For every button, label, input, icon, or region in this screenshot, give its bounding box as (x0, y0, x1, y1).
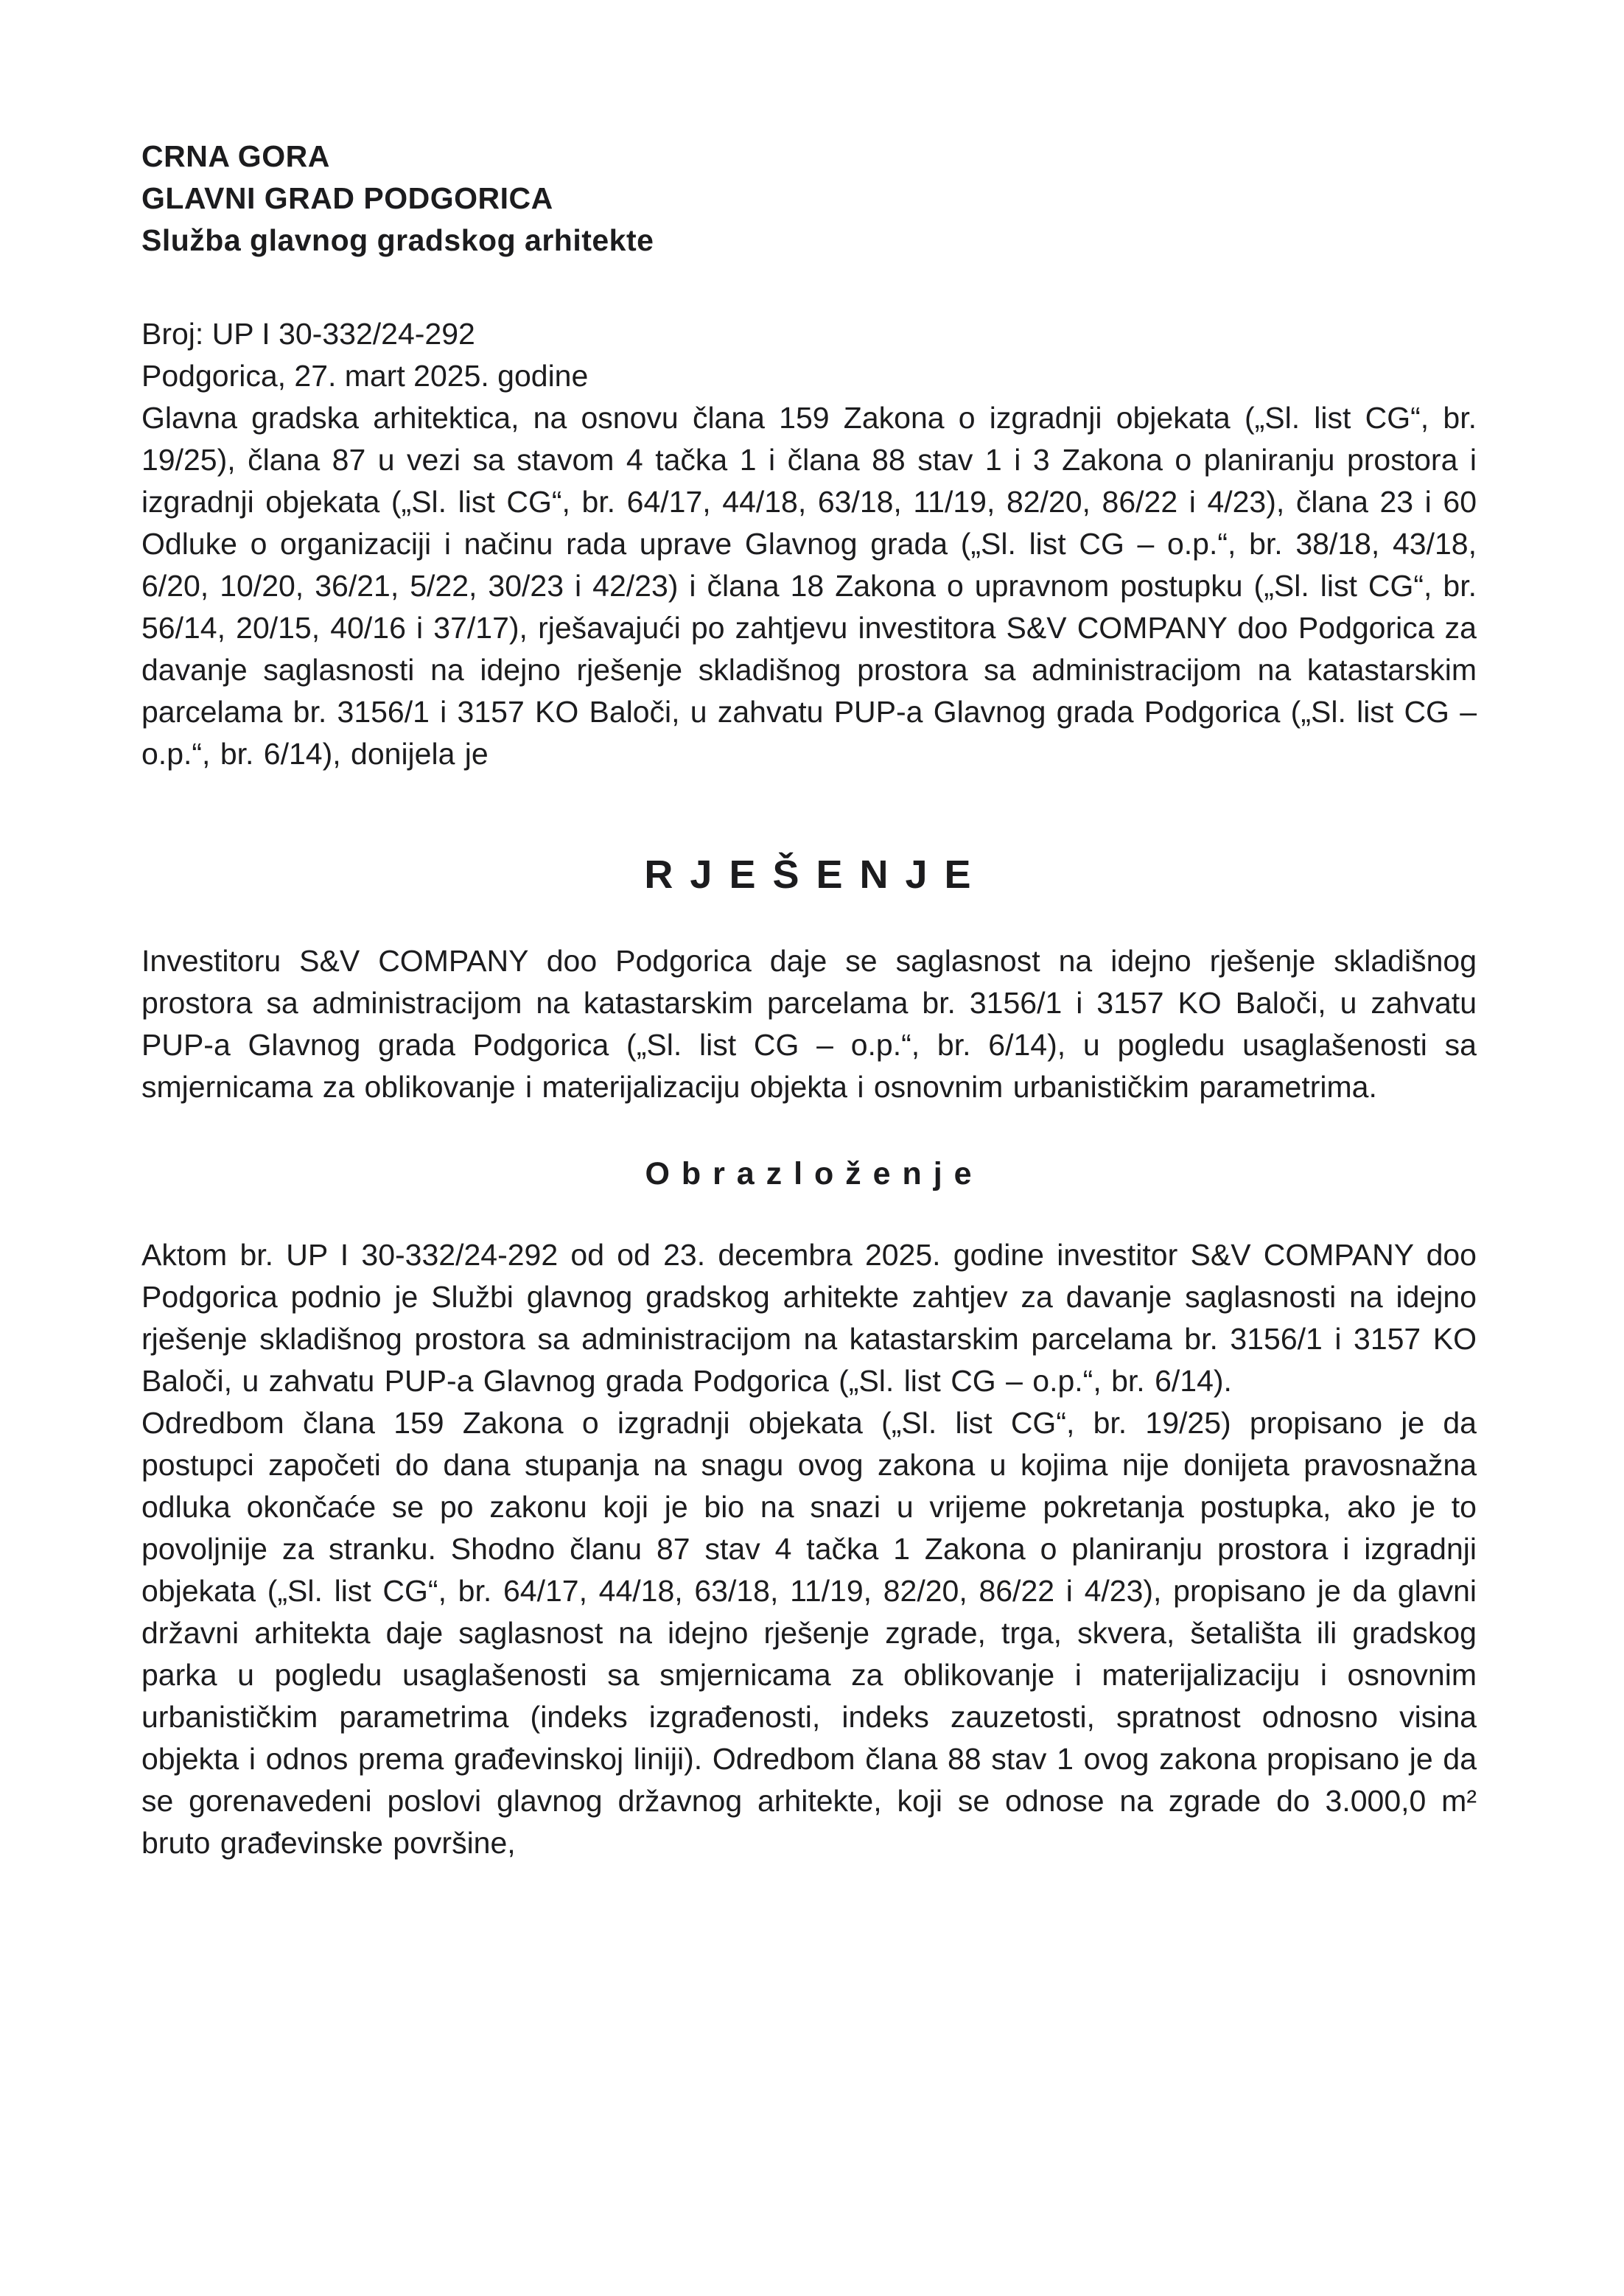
org-header (141, 136, 1477, 262)
case-meta-block (141, 313, 1477, 397)
org-office-line: Služba glavnog gradskog arhitekte (141, 223, 654, 257)
explanation-heading: O b r a z l o ž e n j e (645, 1156, 973, 1191)
place-date-line: Podgorica, 27. mart 2025. godine (141, 359, 589, 393)
org-city-line: GLAVNI GRAD PODGORICA (141, 181, 553, 215)
decision-paragraph: Investitoru S&V COMPANY doo Podgorica daje se saglasnost na idejno rješenje skladišnog prostora sa administracijom na katastarskim parcelama br. 3156/1 i 3157 KO Baloči, u zahvatu PUP-a Glavnog grada Podgorica („Sl. list CG – o.p.“, br. 6/14), u pogledu usaglašenosti sa smjernicama za oblikovanje i materijalizaciju objekta i osnovnim urbanističkim parametrima. (141, 944, 1477, 1104)
org-country-line: CRNA GORA (141, 139, 330, 173)
decision-heading: R J E Š E N J E (644, 853, 974, 897)
explanation-paragraph-2: Odredbom člana 159 Zakona o izgradnji objekata („Sl. list CG“, br. 19/25) propisano je da postupci započeti do dana stupanja na snagu ovog zakona u kojima nije donijeta pravosnažna odluka okončaće se po zakonu koji je bio na snazi u vrijeme pokretanja postupka, ako je to povoljnije za stranku. Shodno članu 87 stav 4 tačka 1 Zakona o planiranju prostora i izgradnji objekata („Sl. list CG“, br. 64/17, 44/18, 63/18, 11/19, 82/20, 86/22 i 4/23), propisano je da glavni državni arhitekta daje saglasnost na idejno rješenje zgrade, trga, skvera, šetališta ili gradskog parka u pogledu usaglašenosti sa smjernicama za oblikovanje i materijalizaciju i osnovnim urbanističkim parametrima (indeks izgrađenosti, indeks zauzetosti, spratnost odnosno visina objekta i odnos prema građevinskoj liniji). Odredbom člana 88 stav 1 ovog zakona propisano je da se gorenavedeni poslovi glavnog državnog arhitekte, koji se odnose na zgrade do 3.000,0 m² bruto građevinske površine, (141, 1406, 1477, 1860)
explanation-paragraph-1: Aktom br. UP I 30-332/24-292 od od 23. decembra 2025. godine investitor S&V COMPANY doo Podgorica podnio je Službi glavnog gradskog arhitekte zahtjev za davanje saglasnosti na idejno rješenje skladišnog prostora sa administracijom na katastarskim parcelama br. 3156/1 i 3157 KO Baloči, u zahvatu PUP-a Glavnog grada Podgorica („Sl. list CG – o.p.“, br. 6/14). (141, 1238, 1477, 1398)
case-number-line: Broj: UP I 30-332/24-292 (141, 317, 475, 351)
intro-paragraph: Glavna gradska arhitektica, na osnovu člana 159 Zakona o izgradnji objekata („Sl. list CG“, br. 19/25), člana 87 u vezi sa stavom 4 tačka 1 i člana 88 stav 1 i 3 Zakona o planiranju prostora i izgradnji objekata („Sl. list CG“, br. 64/17, 44/18, 63/18, 11/19, 82/20, 86/22 i 4/23), člana 23 i 60 Odluke o organizaciji i načinu rada uprave Glavnog grada („Sl. list CG – o.p.“, br. 38/18, 43/18, 6/20, 10/20, 36/21, 5/22, 30/23 i 42/23) i člana 18 Zakona o upravnom postupku („Sl. list CG“, br. 56/14, 20/15, 40/16 i 37/17), rješavajući po zahtjevu investitora S&V COMPANY doo Podgorica za davanje saglasnosti na idejno rješenje skladišnog prostora sa administracijom na katastarskim parcelama br. 3156/1 i 3157 KO Baloči, u zahvatu PUP-a Glavnog grada Podgorica („Sl. list CG – o.p.“, br. 6/14), donijela je (141, 401, 1477, 771)
